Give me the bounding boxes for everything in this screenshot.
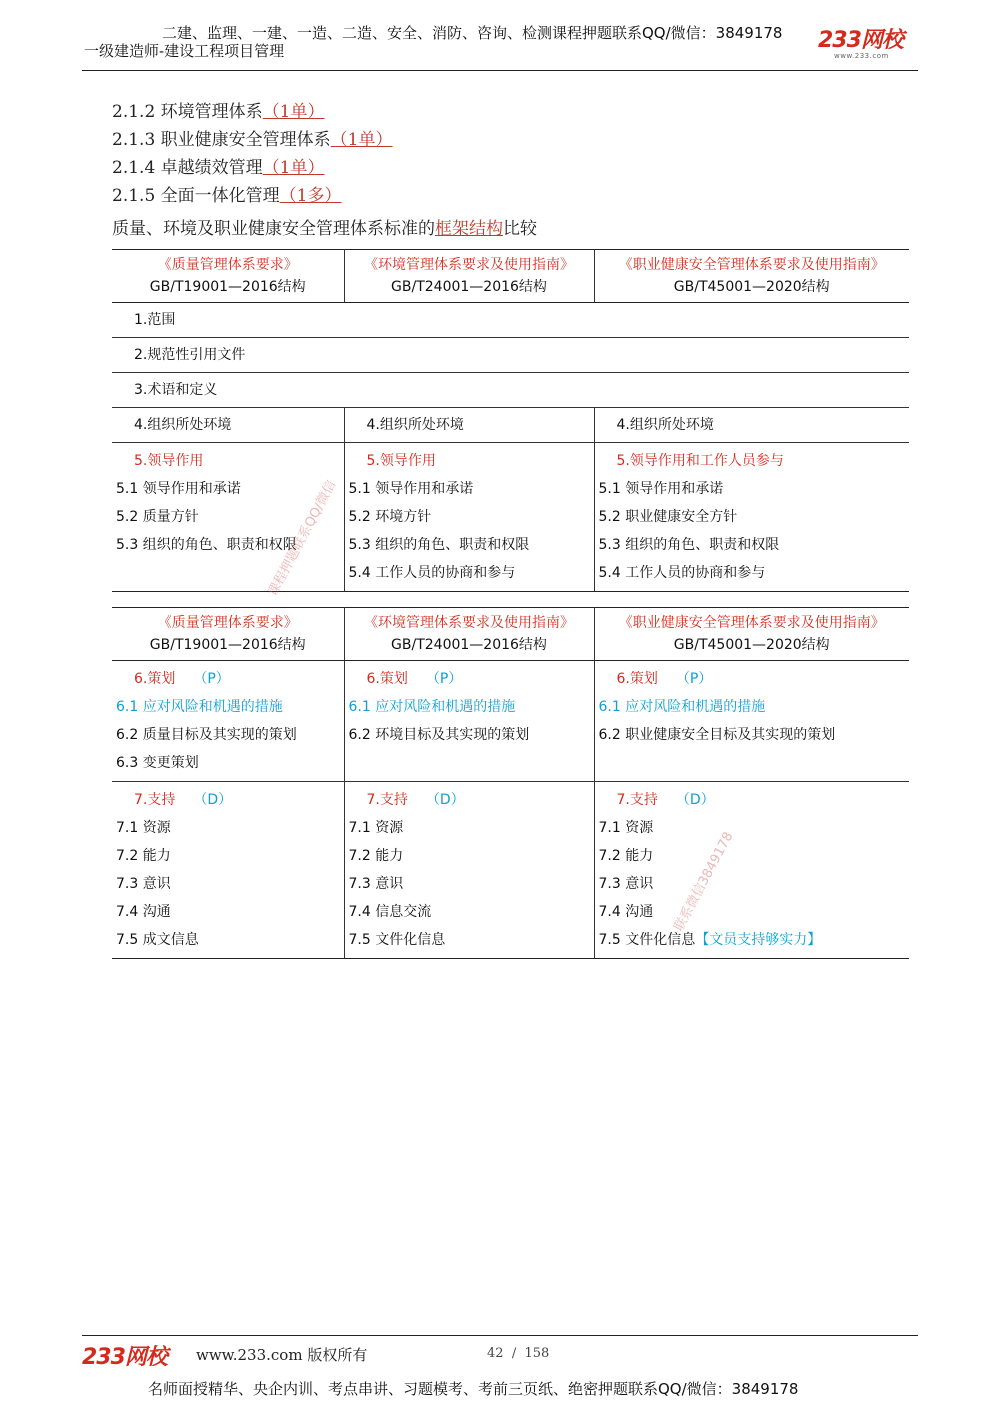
section-cell: 7.支持 （D） 7.1 资源 7.2 能力 7.3 意识 7.4 信息交流 7.5 文件化信息 (344, 782, 594, 959)
section-cell: 5.领导作用 5.1 领导作用和承诺 5.2 质量方针 5.3 组织的角色、职责和权限 (112, 443, 344, 592)
section-cell: 6.策划 （P） 6.1 应对风险和机遇的措施 6.2 质量目标及其实现的策划 6.3 变更策划 (112, 661, 344, 782)
brand-logo-text: 233网校 (818, 28, 903, 53)
page-number: 42 / 158 (487, 1346, 550, 1361)
mnemonic-note: 【文员支持够实力】 (695, 932, 822, 948)
toc-item: 2.1.5 全面一体化管理（1多） (112, 186, 342, 206)
watermark-text: 联系微信3849178 (671, 829, 737, 934)
section-cell: 6.策划 （P） 6.1 应对风险和机遇的措施 6.2 环境目标及其实现的策划 (344, 661, 594, 782)
question-type-tag: （1单） (262, 158, 325, 178)
header-cell-quality: 《质量管理体系要求》 GB/T19001—2016结构 (112, 608, 344, 661)
footer-promo-line: 名师面授精华、央企内训、考点串讲、习题模考、考前三页纸、绝密押题联系QQ/微信：3849178 (148, 1380, 799, 1398)
table-header-row (112, 608, 909, 661)
brand-logo (818, 30, 918, 64)
header-promo-line: 二建、监理、一建、一造、二造、安全、消防、咨询、检测课程押题联系QQ/微信：3849178 (162, 24, 783, 42)
header-cell-quality: 《质量管理体系要求》 GB/T19001—2016结构 (112, 250, 344, 303)
brand-logo-url: www.233.com (834, 52, 889, 60)
table-row: 4.组织所处环境 4.组织所处环境 4.组织所处环境 (112, 408, 909, 443)
table-row (112, 661, 909, 782)
table-header-row (112, 250, 909, 303)
table-caption: 质量、环境及职业健康安全管理体系标准的框架结构比较 (112, 219, 537, 239)
comparison-table-1 (112, 249, 909, 592)
question-type-tag: （1单） (330, 130, 393, 150)
table-row (112, 782, 909, 959)
section-cell: 7.支持 （D） 7.1 资源 7.2 能力 7.3 意识 7.4 沟通 7.5 文件化信息【文员支持够实力】 (594, 782, 909, 959)
section-cell: 6.策划 （P） 6.1 应对风险和机遇的措施 6.2 职业健康安全目标及其实现的策划 (594, 661, 909, 782)
table-row (112, 443, 909, 592)
document-title: 一级建造师-建设工程项目管理 (84, 42, 285, 60)
footer-brand-logo: 233网校 (82, 1345, 167, 1370)
header-cell-ohs: 《职业健康安全管理体系要求及使用指南》 GB/T45001—2020结构 (594, 608, 909, 661)
comparison-table-2 (112, 607, 909, 959)
section-cell: 5.领导作用和工作人员参与 5.1 领导作用和承诺 5.2 职业健康安全方针 5.3 组织的角色、职责和权限 5.4 工作人员的协商和参与 (594, 443, 909, 592)
toc-item: 2.1.4 卓越绩效管理（1单） (112, 158, 325, 178)
watermark-text: 课程押题联系QQ/微信 (265, 478, 340, 599)
header-cell-environment: 《环境管理体系要求及使用指南》 GB/T24001—2016结构 (344, 250, 594, 303)
toc-item: 2.1.3 职业健康安全管理体系（1单） (112, 130, 393, 150)
question-type-tag: （1单） (262, 102, 325, 122)
question-type-tag: （1多） (279, 186, 342, 206)
footer-divider (82, 1335, 918, 1336)
section-cell: 5.领导作用 5.1 领导作用和承诺 5.2 环境方针 5.3 组织的角色、职责和权限 5.4 工作人员的协商和参与 (344, 443, 594, 592)
section-cell: 7.支持 （D） 7.1 资源 7.2 能力 7.3 意识 7.4 沟通 7.5 成文信息 (112, 782, 344, 959)
toc-item: 2.1.2 环境管理体系（1单） (112, 102, 325, 122)
header-cell-ohs: 《职业健康安全管理体系要求及使用指南》 GB/T45001—2020结构 (594, 250, 909, 303)
table-row: 3.术语和定义 (112, 373, 909, 408)
header-divider (82, 70, 918, 71)
table-row: 2.规范性引用文件 (112, 338, 909, 373)
footer-copyright: www.233.com 版权所有 (196, 1346, 368, 1364)
header-cell-environment: 《环境管理体系要求及使用指南》 GB/T24001—2016结构 (344, 608, 594, 661)
table-row: 1.范围 (112, 303, 909, 338)
